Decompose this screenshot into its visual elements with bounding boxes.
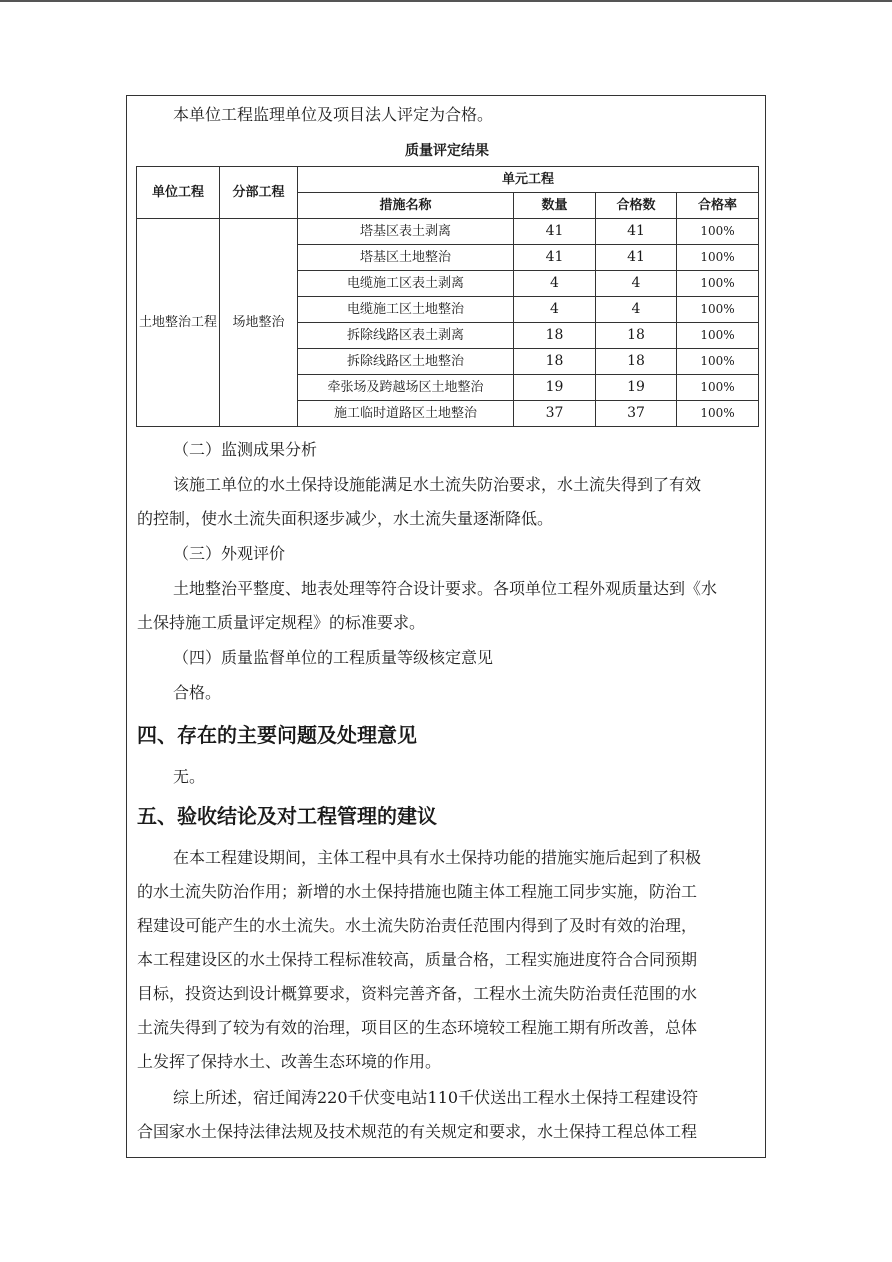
section-2-title: （二）监测成果分析 [173, 440, 318, 459]
summary-line: 合国家水土保持法律法规及技术规范的有关规定和要求，水土保持工程总体工程 [137, 1122, 698, 1141]
conclusion-line: 上发挥了保持水土、改善生态环境的作用。 [137, 1052, 442, 1071]
rate-cell: 100% [677, 375, 759, 401]
header-qualified: 合格数 [596, 193, 677, 219]
qualified-cell: 37 [596, 401, 677, 427]
header-unit-project: 单位工程 [137, 167, 220, 219]
unit-project-cell: 土地整治工程 [137, 219, 220, 427]
rate-cell: 100% [677, 323, 759, 349]
intro-text: 本单位工程监理单位及项目法人评定为合格。 [173, 105, 494, 124]
measure-name-cell: 牵张场及跨越场区土地整治 [298, 375, 514, 401]
conclusion-line: 本工程建设区的水土保持工程标准较高，质量合格，工程实施进度符合合同预期 [137, 950, 698, 969]
section-2-line: 的控制，使水土流失面积逐步减少，水土流失量逐渐降低。 [137, 509, 554, 528]
summary-line: 综上所述，宿迁闻涛220千伏变电站110千伏送出工程水土保持工程建设符 [173, 1088, 699, 1107]
issues-text: 无。 [173, 767, 206, 786]
header-rate: 合格率 [677, 193, 759, 219]
header-measure-name: 措施名称 [298, 193, 514, 219]
header-sub-project: 分部工程 [220, 167, 298, 219]
measure-name-cell: 电缆施工区表土剥离 [298, 271, 514, 297]
rate-cell: 100% [677, 401, 759, 427]
rate-cell: 100% [677, 297, 759, 323]
count-cell: 18 [514, 349, 596, 375]
content-frame [126, 95, 766, 1158]
qualified-cell: 18 [596, 323, 677, 349]
section-4-title: （四）质量监督单位的工程质量等级核定意见 [173, 648, 494, 667]
qualified-cell: 41 [596, 219, 677, 245]
header-element-project: 单元工程 [298, 167, 759, 193]
section-3-line: 土保持施工质量评定规程》的标准要求。 [137, 613, 426, 632]
conclusion-line: 目标，投资达到设计概算要求，资料完善齐备，工程水土流失防治责任范围的水 [137, 984, 698, 1003]
page-top-rule [0, 0, 892, 2]
rate-cell: 100% [677, 219, 759, 245]
rate-cell: 100% [677, 245, 759, 271]
count-cell: 41 [514, 219, 596, 245]
count-cell: 4 [514, 271, 596, 297]
qualified-cell: 4 [596, 297, 677, 323]
rate-cell: 100% [677, 349, 759, 375]
measure-name-cell: 施工临时道路区土地整治 [298, 401, 514, 427]
qualified-cell: 19 [596, 375, 677, 401]
count-cell: 19 [514, 375, 596, 401]
measure-name-cell: 电缆施工区土地整治 [298, 297, 514, 323]
qualified-cell: 41 [596, 245, 677, 271]
table-row [137, 219, 759, 245]
count-cell: 4 [514, 297, 596, 323]
header-count: 数量 [514, 193, 596, 219]
count-cell: 41 [514, 245, 596, 271]
count-cell: 18 [514, 323, 596, 349]
section-2-line: 该施工单位的水土保持设施能满足水土流失防治要求，水土流失得到了有效 [173, 475, 702, 494]
quality-table [136, 166, 759, 427]
section-4-text: 合格。 [173, 683, 222, 702]
table-title: 质量评定结果 [405, 143, 489, 159]
rate-cell: 100% [677, 271, 759, 297]
heading-conclusion: 五、验收结论及对工程管理的建议 [137, 804, 437, 828]
sub-project-cell: 场地整治 [220, 219, 298, 427]
measure-name-cell: 塔基区表土剥离 [298, 219, 514, 245]
conclusion-line: 程建设可能产生的水土流失。水土流失防治责任范围内得到了及时有效的治理， [137, 916, 698, 935]
section-3-title: （三）外观评价 [173, 544, 286, 563]
qualified-cell: 4 [596, 271, 677, 297]
conclusion-line: 的水土流失防治作用；新增的水土保持措施也随主体工程施工同步实施，防治工 [137, 882, 698, 901]
count-cell: 37 [514, 401, 596, 427]
heading-issues: 四、存在的主要问题及处理意见 [137, 723, 417, 747]
conclusion-line: 土流失得到了较为有效的治理，项目区的生态环境较工程施工期有所改善，总体 [137, 1018, 698, 1037]
measure-name-cell: 拆除线路区表土剥离 [298, 323, 514, 349]
conclusion-line: 在本工程建设期间，主体工程中具有水土保持功能的措施实施后起到了积极 [173, 848, 702, 867]
section-3-line: 土地整治平整度、地表处理等符合设计要求。各项单位工程外观质量达到《水 [173, 579, 718, 598]
measure-name-cell: 拆除线路区土地整治 [298, 349, 514, 375]
measure-name-cell: 塔基区土地整治 [298, 245, 514, 271]
qualified-cell: 18 [596, 349, 677, 375]
